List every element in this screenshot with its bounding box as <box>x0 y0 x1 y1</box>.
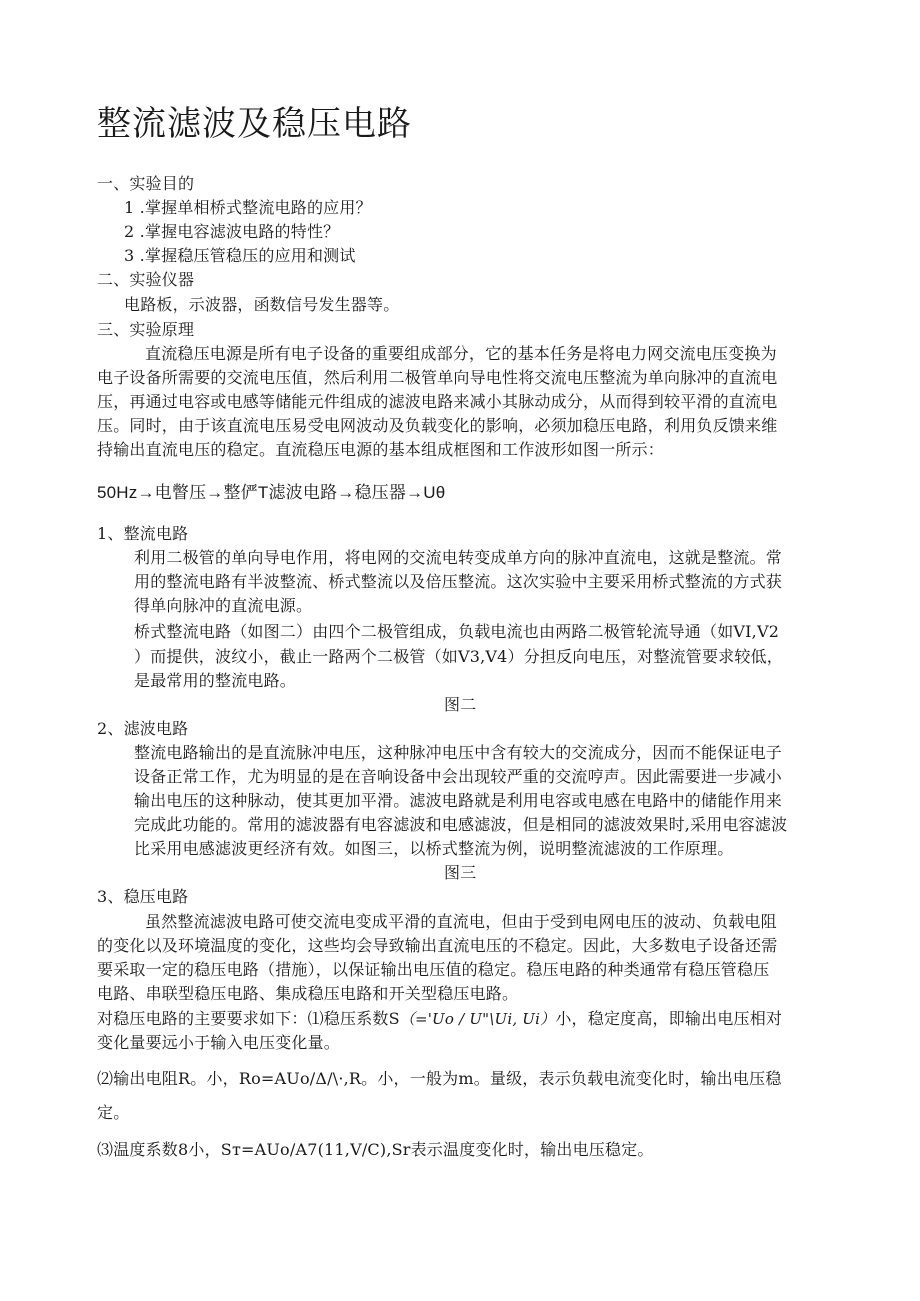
rectifier-heading: 1、整流电路 <box>97 524 189 543</box>
stability-requirement-line <box>97 1007 782 1031</box>
principle-paragraph-line: 持输出直流电压的稳定。直流稳压电源的基本组成框图和工作波形如图一所示： <box>97 440 665 459</box>
filter-line: 设备正常工作，尤为明显的是在音响设备中会出现较严重的交流哼声。因此需要进一步减小 <box>134 767 783 786</box>
stability-requirement-text-end: 小，稳定度高，即输出电压相对 <box>555 1009 783 1028</box>
filter-line: 整流电路输出的是直流脉冲电压，这种脉冲电压中含有较大的交流成分，因而不能保证电子 <box>134 743 783 762</box>
principle-heading: 三、实验原理 <box>97 320 195 339</box>
regulator-heading: 3、稳压电路 <box>97 887 189 906</box>
filter-line: 完成此功能的。常用的滤波器有电容滤波和电感滤波，但是相同的滤波效果时,采用电容滤波 <box>134 815 788 834</box>
principle-paragraph-line: 直流稳压电源是所有电子设备的重要组成部分，它的基本任务是将电力网交流电压变换为 <box>145 344 777 363</box>
stability-requirement-line-2: 变化量要远小于输入电压变化量。 <box>97 1033 341 1052</box>
temperature-coefficient-line: ⑶温度系数8小，Sт=AUo∕A7(11,V∕C),Sr表示温度变化时，输出电压稳定。 <box>97 1140 654 1159</box>
instruments-heading: 二、实验仪器 <box>97 270 195 289</box>
purpose-item-2: 2 .掌握电容滤波电路的特性？ <box>124 222 340 241</box>
block-diagram-flow: 50Hz→电瞥压→整俨T滤波电路→稳压器→Uθ <box>97 483 446 502</box>
principle-paragraph-line: 压，再通过电容或电感等储能元件组成的滤波电路来减小其脉动成分，从而得到较平滑的直流电 <box>97 392 778 411</box>
stability-requirement-text: 对稳压电路的主要要求如下：⑴稳压系数S <box>97 1009 400 1028</box>
filter-heading: 2、滤波电路 <box>97 719 189 738</box>
rectifier-line: ）而提供，波纹小，截止一路两个二极管（如V3,V4）分担反向电压，对整流管要求较低， <box>134 647 783 666</box>
rectifier-line: 是最常用的整流电路。 <box>134 671 297 690</box>
figure-2-label: 图二 <box>444 695 477 714</box>
principle-paragraph-line: 电子设备所需要的交流电压值，然后利用二极管单向导电性将交流电压整流为单向脉冲的直流电 <box>97 368 778 387</box>
purpose-item-1: 1 .掌握单相桥式整流电路的应用？ <box>124 198 372 217</box>
rectifier-line: 得单向脉冲的直流电源。 <box>134 596 313 615</box>
filter-line: 输出电压的这种脉动，使其更加平滑。滤波电路就是利用电容或电感在电路中的储能作用来 <box>134 791 783 810</box>
filter-line: 比采用电感滤波更经济有效。如图三，以桥式整流为例，说明整流滤波的工作原理。 <box>134 839 734 858</box>
rectifier-line: 利用二极管的单向导电作用，将电网的交流电转变成单方向的脉冲直流电，这就是整流。常 <box>134 548 783 567</box>
rectifier-line: 用的整流电路有半波整流、桥式整流以及倍压整流。这次实验中主要采用桥式整流的方式获 <box>134 572 783 591</box>
regulator-line: 电路、串联型稳压电路、集成稳压电路和开关型稳压电路。 <box>97 984 519 1003</box>
page-title: 整流滤波及稳压电路 <box>97 104 412 144</box>
purpose-item-3: 3 .掌握稳压管稳压的应用和测试 <box>124 246 356 265</box>
regulator-line: 的变化以及环境温度的变化，这些均会导致输出直流电压的不稳定。因此，大多数电子设备还需 <box>97 936 778 955</box>
output-resistance-line: ⑵输出电阻R。小，Ro=AUo∕Δ/\·,R。小，一般为m。量级，表示负载电流变化时，输出电压稳 <box>97 1069 782 1088</box>
regulator-line: 要采取一定的稳压电路（措施），以保证输出电压值的稳定。稳压电路的种类通常有稳压管稳压 <box>97 960 770 979</box>
output-resistance-continuation: 定。 <box>97 1103 130 1122</box>
principle-paragraph-line: 压。同时，由于该直流电压易受电网波动及负载变化的影响，必须加稳压电路，利用负反馈来维 <box>97 416 778 435</box>
instruments-text: 电路板，示波器，函数信号发生器等。 <box>124 295 400 314</box>
purpose-heading: 一、实验目的 <box>97 174 195 193</box>
figure-3-label: 图三 <box>444 863 477 882</box>
regulator-line: 虽然整流滤波电路可使交流电变成平滑的直流电，但由于受到电网电压的波动、负载电阻 <box>145 912 777 931</box>
stability-formula: （='Uo / U"\Ui, Ui） <box>399 1010 556 1028</box>
rectifier-line: 桥式整流电路（如图二）由四个二极管组成，负载电流也由两路二极管轮流导通（如VI,V2 <box>134 622 780 641</box>
